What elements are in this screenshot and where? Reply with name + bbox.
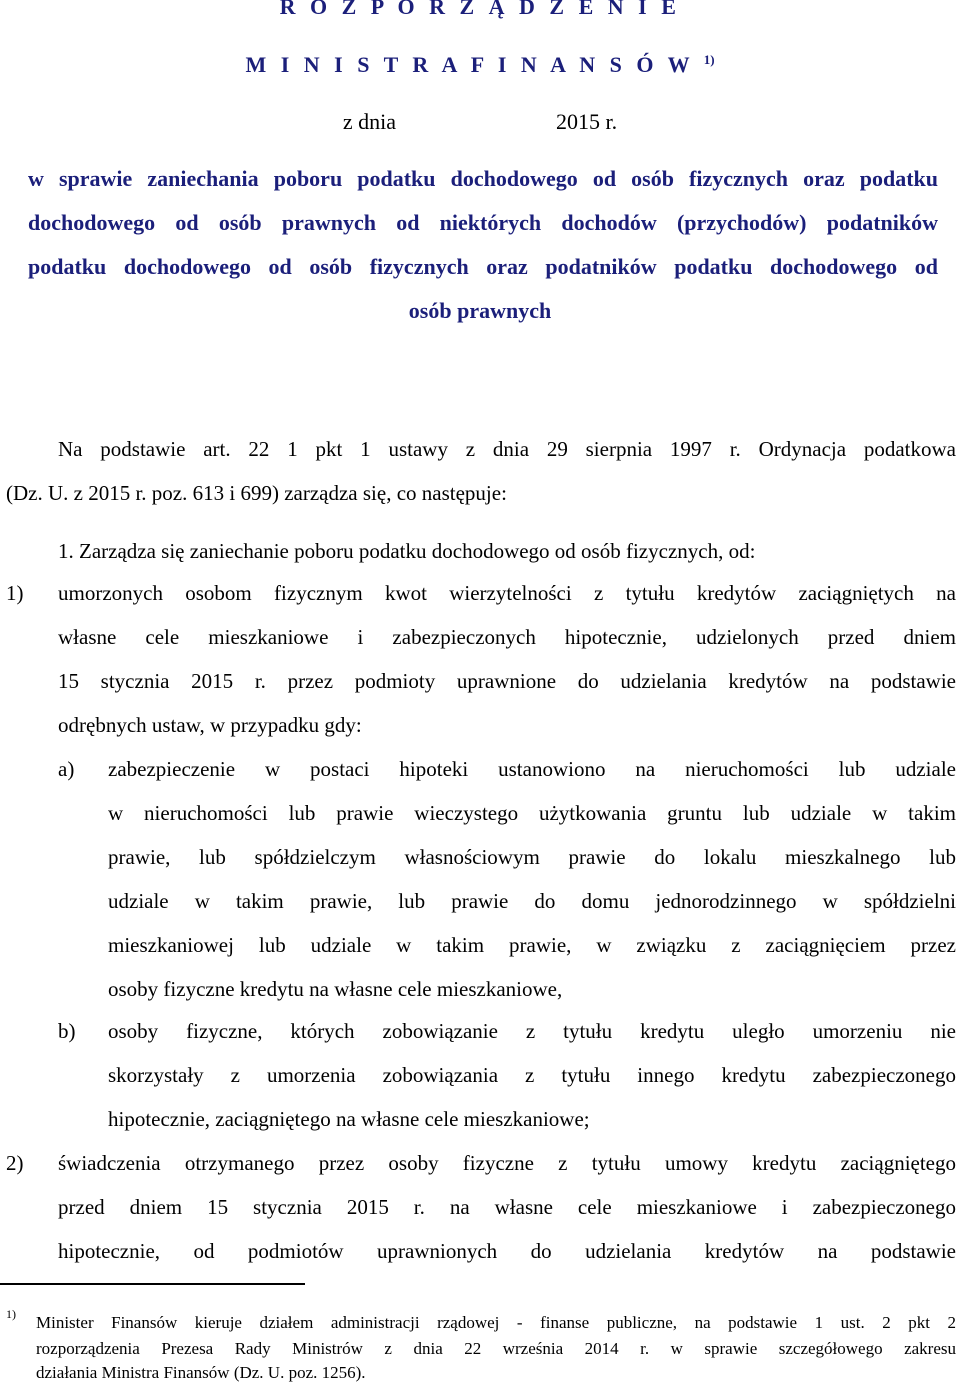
list-marker: b) [58, 1019, 76, 1043]
subject-line: podatku dochodowego od osób fizycznych oraz podatników podatku dochodowego od [28, 254, 938, 279]
item-line: osoby fizyczne, których zobowiązanie z tytułu kredytu uległo umorzeniu nie [108, 1019, 956, 1043]
item-line: skorzystały z umorzenia zobowiązania z tytułu innego kredytu zabezpieczonego [108, 1063, 956, 1087]
preamble-line: (Dz. U. z 2015 r. poz. 613 i 699) zarządza się, co następuje: [6, 481, 507, 505]
item-line: świadczenia otrzymanego przez osoby fizyczne z tytułu umowy kredytu zaciągniętego [58, 1151, 956, 1175]
list-marker: a) [58, 757, 75, 781]
item-line: osoby fizyczne kredytu na własne cele mieszkaniowe, [108, 977, 563, 1001]
item-line: zabezpieczenie w postaci hipoteki ustanowiono na nieruchomości lub udziale [108, 757, 956, 781]
preamble-line: Na podstawie art. 22 1 pkt 1 ustawy z dnia 29 sierpnia 1997 r. Ordynacja podatkowa [58, 437, 956, 461]
item-line: odrębnych ustaw, w przypadku gdy: [58, 713, 362, 737]
footnote-line: rozporządzenia Prezesa Rady Ministrów z dnia 22 września 2014 r. w sprawie szczegółowego zakresu [36, 1339, 956, 1358]
footnote-line: Minister Finansów kieruje działem administracji rządowej - finanse publiczne, na podstawie 1 ust. 2 pkt 2 [36, 1313, 956, 1332]
item-line: umorzonych osobom fizycznym kwot wierzytelności z tytułu kredytów zaciągniętych na [58, 581, 956, 605]
item-line: mieszkaniowej lub udziale w takim prawie, w związku z zaciągnięciem przez [108, 933, 956, 957]
date-year: 2015 r. [556, 109, 618, 134]
ministry-footnote-mark: 1) [703, 52, 715, 67]
list-marker: 2) [6, 1151, 24, 1175]
item-line: hipotecznie, zaciągniętego na własne cele mieszkaniowe; [108, 1107, 590, 1131]
document-title: R O Z P O R Z Ą D Z E N I E [279, 0, 681, 19]
item-line: w nieruchomości lub prawie wieczystego użytkowania gruntu lub udziale w takim [108, 801, 956, 825]
footnote-marker: 1) [6, 1307, 16, 1321]
item-line: hipotecznie, od podmiotów uprawnionych do udzielania kredytów na podstawie [58, 1239, 956, 1263]
paragraph-1: 1. Zarządza się zaniechanie poboru podatku dochodowego od osób fizycznych, od: [58, 539, 756, 563]
list-marker: 1) [6, 581, 24, 605]
item-line: własne cele mieszkaniowe i zabezpieczonych hipotecznie, udzielonych przed dniem [58, 625, 956, 649]
item-line: udziale w takim prawie, lub prawie do domu jednorodzinnego w spółdzielni [108, 889, 956, 913]
footnote-separator [0, 1283, 305, 1285]
subject-line: w sprawie zaniechania poboru podatku dochodowego od osób fizycznych oraz podatku [28, 166, 938, 191]
issuing-ministry [0, 52, 960, 78]
item-line: 15 stycznia 2015 r. przez podmioty uprawnione do udzielania kredytów na podstawie [58, 669, 956, 693]
date-prefix: z dnia [342, 109, 397, 134]
document-date [0, 109, 960, 135]
item-line: prawie, lub spółdzielczym własnościowym prawie do lokalu mieszkalnego lub [108, 845, 956, 869]
footnote-line: działania Ministra Finansów (Dz. U. poz. 1256). [36, 1363, 366, 1382]
ministry-name: M I N I S T R A F I N A N S Ó W [245, 52, 694, 77]
item-line: przed dniem 15 stycznia 2015 r. na własne cele mieszkaniowe i zabezpieczonego [58, 1195, 956, 1219]
subject-line: osób prawnych [408, 298, 552, 323]
subject-line: dochodowego od osób prawnych od niektórych dochodów (przychodów) podatników [28, 210, 938, 235]
